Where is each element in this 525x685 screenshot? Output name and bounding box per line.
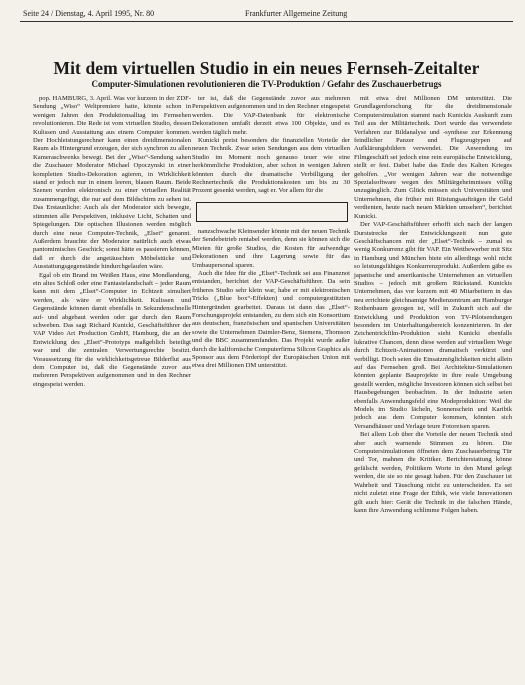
paragraph: pop. HAMBURG, 3. April. Was vor kurzem in der ZDF-Sendung „Wiso“ Weltpremiere hatte, könnte schon in wenigen Jahren den Produktionsalltag im Fernsehen revolutionieren. Die Rede ist vom virtuellen Studio, dessen Kulissen und Ausstattung aus einem Computer kommen. Der Hochleistungsrechner kann einen dreidimensionalen Raum als Hintergrund erzeugen, der sich synchron zu allen Kameraschwenks bewegt. Bei der „Wiso“-Sendung sahen die Zuschauer Moderator Michael Opoczynski in einer kompletten Studio-Dekoration agieren, in Wirklichkeit stand er jedoch nur in einem leeren, blauen Raum. Beide Szenen wurden elektronisch zu einer virtuellen Realität zusammengefügt, die nur auf dem Bildschirm zu sehen ist. Das Erstaunliche: Auch als der Moderator sich bewegte, stimmten alle Perspektiven, inklusive Licht, Schatten und Spiegelungen. Die optischen Illusionen werden möglich durch eine neue Computer-Technik, „Elset“ genannt. Außerdem brauchte der Moderator natürlich auch etwas pantomimisches Geschick; sonst hätte es passieren können, daß er durch die angetäuschten Möbelstücke und Ausstattungsgegenstände hindurchgelaufen wäre.: [33, 95, 191, 271]
paragraph: Auch die Idee für die „Elset“-Technik sei aus Finanznot entstanden, berichtet der VAP-Geschäftsführer. Da sein früheres Studio sehr klein war, habe er mit elektronischen Tricks („Blue box“-Effekten) und computergestützten Hintergründen gearbeitet. Daraus ist dann das „Elset“-Forschungsprojekt entstanden, zu dem sich ein Konsortium aus deutschen, französischen und spanischen Universitäten sowie die Unternehmen Daimler-Benz, Siemens, Thomson und die BBC zusammenfanden. Das Projekt wurde außer durch die kalifornische Computerfirma Silicon Graphics als Sponsor aus dem Fördertopf der Europäischen Union mit etwa drei Millionen DM unterstützt.: [192, 269, 350, 370]
article-column-1: [33, 95, 191, 515]
section-label-box: [196, 202, 348, 222]
article-subheadline: Computer-Simulationen revolutionieren die TV-Produktion / Gefahr des Zuschauerbetrugs: [91, 79, 442, 89]
header-newspaper-name: Frankfurter Allgemeine Zeitung: [245, 9, 348, 18]
paragraph: Egal ob ein Brand im Weißen Haus, eine Mondlandung, ein altes Schloß oder eine Fantasielandschaft – jeder Raum kann mit dem „Elset“-Computer in Echtzeit simuliert werden, als wäre er Wirklichkeit. Kulissen und Gegenstände können damit ebenfalls in Sekundenschnelle auf- und abgebaut werden oder gar durch den Raum schweben. Das sagt Richard Kunicki, Geschäftsführer der VAP Video Art Production GmbH, Hamburg, die an der Entwicklung des „Elset“-Prototyps maßgeblich beteiligt war und die zentralen Verwertungsrechte besitzt. Voraussetzung für die wirklichkeitsgetreue Bilderflut aus dem Computer ist, daß die Gegenstände zuvor aus mehreren Perspektiven aufgenommen und in den Rechner eingespeist werden.: [33, 271, 191, 388]
page-header: [20, 5, 513, 25]
paragraph: ter ist, daß die Gegenstände zuvor aus mehreren Perspektiven aufgenommen und in den Rechner eingespeist werden. Die VAP-Datenbank für elektronische Dekorationen umfaßt derzeit etwa 100 Objekte, und es werden täglich mehr.: [192, 95, 350, 136]
header-issue-info: Seite 24 / Dienstag, 4. April 1995, Nr. 80: [23, 9, 155, 18]
article-column-2: [192, 95, 350, 685]
article-headline: Mit dem virtuellen Studio in ein neues Fernseh-Zeitalter: [53, 58, 480, 78]
paragraph: mit etwa drei Millionen DM unterstützt. Die Grundlagenforschung für die dreidimensionale Computersimulation stammt nach Kunickis Auskunft zum Teil aus der Militärtechnik. Dort wurde das verwendete Verfahren zur Bildanalyse und -synthese zur Erkennung feindlicher Panzer und Flugzeugtypen auf Aufklärungsbildern verwendet. Die Anwendung im Filmgeschäft sei jedoch eine rein europäische Entwicklung, stellt er fest. Dabei habe das Ende des Kalten Krieges geholfen. „Vor wenigen Jahren war die notwendige Spezialsoftware wegen des Militärgeheimnisses völlig unzugänglich. Zum Glück müssen sich Universitäten und Unternehmen, die früher mit Rüstungsaufträgen ihr Geld verdienten, heute nach neuen Märkten umsehen“, berichtet Kunicki.: [354, 95, 512, 220]
header-rule: [20, 21, 513, 22]
paragraph: Der VAP-Geschäftsführer erhofft sich nach der langen Durststrecke der Entwicklungszeit nun gute Geschäftschancen mit der „Elset“-Technik – zumal es wenig Konkurrenz gibt für VAP. Ein Wettbewerber mit Sitz in Hamburg und München biete ein allerdings wohl nicht so leistungsfähiges Konkurrenzprodukt. Außerdem gäbe es japanische und amerikanische Unternehmen an virtuellen Studios – jedoch mit großem Rückstand. Kunickis Unternehmen, das vor kurzem mit 40 Mitarbeitern in das neu errichtete gleichnamige Medienzentrum am Hamburger Rothenbaum gezogen ist, will in Zukunft sich auf die Entwicklung und Produktion von TV-Pilotsendungen besonders im Unterhaltungsbereich konzentrieren. In der Zeichentrickfilm-Produktion sieht Kunicki ebenfalls lukrative Chancen, denn diese werden auf virtuellem Wege durch Echtzeit-Animationen dramatisch verkürzt und verbilligt. Doch seien die Einsatzmöglichkeiten nicht allein auf das Fernsehen groß. Bei Architektur-Simulationen könnten geplante Bauprojekte in ihre reale Umgebung gestellt werden, mögliche Investoren können sich selbst bei Hausbegehungen beobachten. In der Industrie seien ebenfalls Anwendungsfeld eine Modeproduktion: Weil die Models im Studio lächeln, Sonnenschein und Karibik jedoch aus dem Computer kommen, könnten sich Versandhäuser und Verlage teure Fotoreisen sparen.: [354, 221, 512, 430]
article-column-2-lower: [192, 228, 350, 371]
paragraph: nanzschwache Kleinsender könnte mit der neuen Technik der Sendebetrieb rentabel werden, denn sie können sich die Mieten für große Studios, die Kosten für aufwendige Dekorationen und ihre Lagerung sowie für das Umbaupersonal sparen.: [192, 227, 350, 269]
paragraph: Kunicki preist besonders die finanziellen Vorteile der neuen Technik. Zwar seien Sendungen aus dem virtuellen Studio im Moment noch genauso teuer wie eine herkömmliche Produktion, aber schon in wenigen Jahren könnten durch die dramatische Verbilligung der Rechnertechnik die Produktionskosten um bis zu 30 Prozent gesenkt werden, sagt er. Vor allem für die: [192, 137, 350, 195]
paragraph: Bei allem Lob über die Vorteile der neuen Technik sind aber auch warnende Stimmen zu hören. Die Computersimulationen öffneten dem Zuschauerbetrug Tür und Tor, mahnen die Kritiker. Berichterstattung könne gefälscht werden, Politikern Worte in den Mund gelegt werden, die sie so nie gesagt haben. Für den Zuschauer ist Wahrheit und Täuschung nicht zu unterscheiden. Es sei nicht zuletzt eine Frage der Ethik, wie viele Innovationen gilt auch hier: Gerät die Technik in die falschen Hände, kann ihre Anwendung schlimme Folgen haben.: [354, 431, 512, 514]
article-column-3: [354, 95, 512, 685]
